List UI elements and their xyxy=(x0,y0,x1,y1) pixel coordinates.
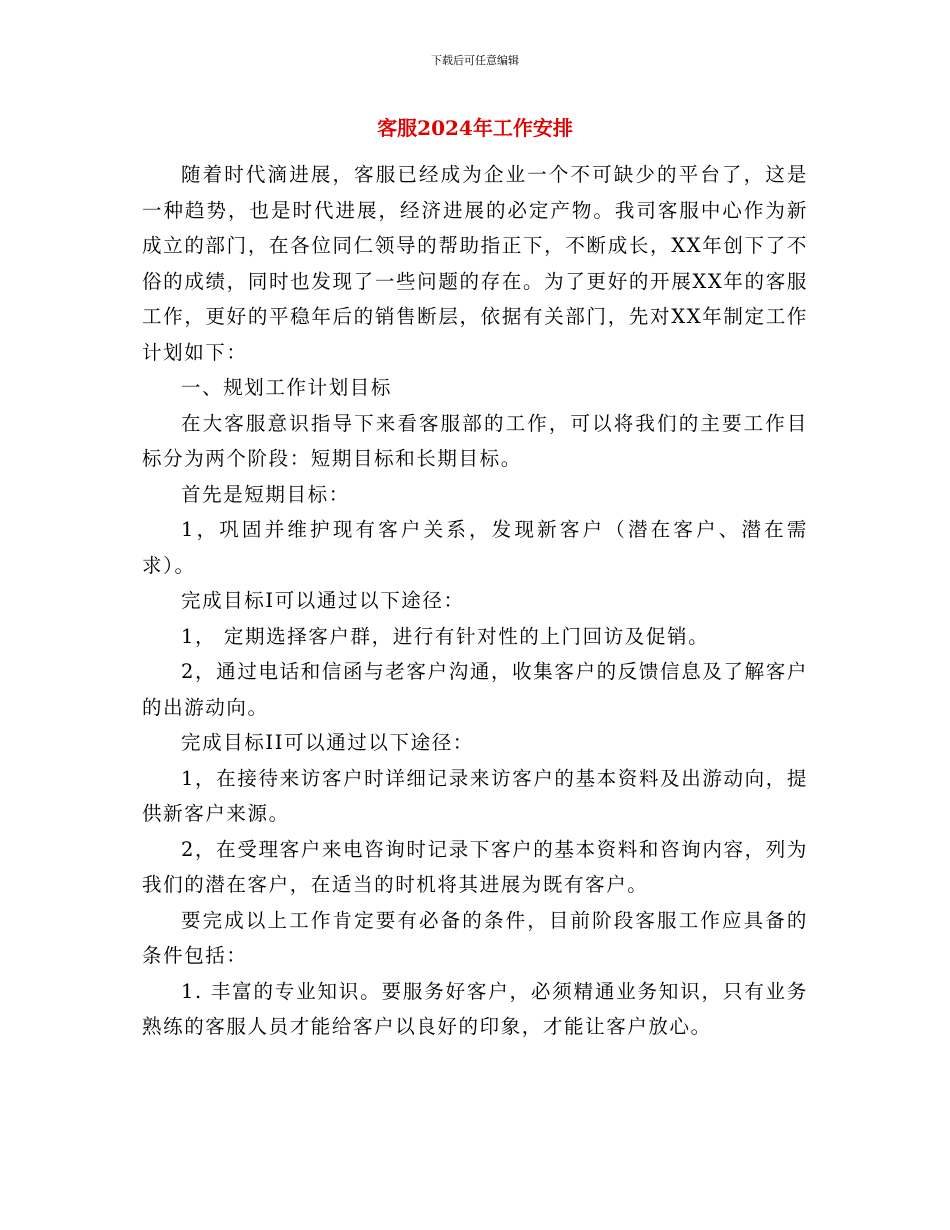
paragraph-goal-ii-heading: 完成目标II可以通过以下途径： xyxy=(181,731,474,754)
paragraph-goal-i-heading: 完成目标I可以通过以下途径： xyxy=(181,589,465,612)
document-body xyxy=(142,157,808,1045)
paragraph-short-term-item-1: 1，巩固并维护现有客户关系，发现新客户（潜在客户、潜在需求）。 xyxy=(142,518,808,577)
document-title: 客服2024年工作安排 xyxy=(377,116,573,140)
page-header-note: 下载后可任意编辑 xyxy=(431,54,519,67)
paragraph-conditions-intro: 要完成以上工作肯定要有必备的条件，目前阶段客服工作应具备的条件包括： xyxy=(142,908,808,967)
paragraph-goal-ii-item-1: 1，在接待来访客户时详细记录来访客户的基本资料及出游动向，提供新客户来源。 xyxy=(142,766,808,825)
paragraph-goal-ii-item-2: 2，在受理客户来电咨询时记录下客户的基本资料和咨询内容，列为我们的潜在客户，在适当的时机将其进展为既有客户。 xyxy=(142,837,808,896)
paragraph-goal-i-item-1: 1， 定期选择客户群，进行有针对性的上门回访及促销。 xyxy=(181,624,710,648)
paragraph-goal-i-item-2: 2，通过电话和信函与老客户沟通，收集客户的反馈信息及了解客户的出游动向。 xyxy=(142,660,808,719)
section-heading-goals: 一、规划工作计划目标 xyxy=(181,376,393,399)
paragraph-short-term-heading: 首先是短期目标： xyxy=(181,482,350,506)
paragraph-intro: 随着时代滴进展，客服已经成为企业一个不可缺少的平台了，这是一种趋势，也是时代进展，经济进展的必定产物。我司客服中心作为新成立的部门，在各位同仁领导的帮助指正下，不断成长，XX年创下了不俗的成绩，同时也发现了一些问题的存在。为了更好的开展XX年的客服工作，更好的平稳年后的销售断层，依据有关部门，先对XX年制定工作计划如下： xyxy=(142,163,808,364)
paragraph-condition-1: 1. 丰富的专业知识。要服务好客户，必须精通业务知识，只有业务熟练的客服人员才能给客户以良好的印象，才能让客户放心。 xyxy=(142,979,808,1038)
paragraph-goal-overview: 在大客服意识指导下来看客服部的工作，可以将我们的主要工作目标分为两个阶段：短期目标和长期目标。 xyxy=(142,411,808,470)
